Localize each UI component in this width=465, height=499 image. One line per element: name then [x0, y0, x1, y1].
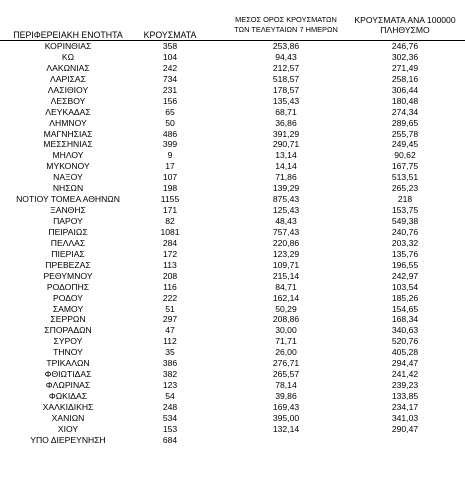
region-cell: ΧΑΝΙΩΝ	[51, 412, 85, 423]
avg7-cell: 757,43	[272, 226, 300, 237]
per100k-cell: 240,76	[391, 226, 419, 237]
avg7-cell: 139,29	[272, 183, 300, 194]
per100k-cell: 405,28	[391, 347, 419, 358]
header-per-100k	[340, 15, 465, 35]
cases-cell: 54	[165, 391, 175, 401]
table-row	[0, 161, 465, 172]
table-row	[0, 96, 465, 107]
table-row	[0, 74, 465, 85]
region-cell: ΥΠΟ ΔΙΕΡΕΥΝΗΣΗ	[30, 434, 106, 445]
avg7-cell: 125,43	[272, 205, 300, 216]
region-cell: ΣΥΡΟΥ	[53, 336, 83, 347]
cases-cell: 284	[162, 237, 178, 248]
region-cell: ΣΑΜΟΥ	[52, 303, 84, 314]
region-cell: ΤΗΝΟΥ	[53, 347, 83, 358]
avg7-cell: 71,71	[275, 336, 297, 347]
region-cell: ΠΕΛΛΑΣ	[50, 237, 86, 248]
cases-cell: 107	[162, 172, 178, 183]
table-row	[0, 63, 465, 74]
avg7-cell: 518,57	[272, 73, 300, 84]
region-cell: ΜΥΚΟΝΟΥ	[46, 161, 90, 172]
per100k-cell: 218	[397, 194, 413, 205]
header-avg-7-days	[220, 15, 352, 35]
table-row	[0, 304, 465, 315]
table-body	[0, 41, 465, 446]
avg7-cell: 84,71	[275, 281, 297, 292]
cases-cell: 297	[162, 314, 178, 325]
cases-cell: 172	[162, 248, 178, 259]
table-row	[0, 391, 465, 402]
per100k-cell: 153,75	[391, 205, 419, 216]
table-row	[0, 216, 465, 227]
avg7-cell: 30,00	[275, 325, 297, 336]
region-cell: ΡΟΔΟΥ	[53, 292, 83, 303]
avg7-cell: 212,57	[272, 62, 300, 73]
cases-cell: 486	[162, 128, 178, 139]
cases-cell: 386	[162, 358, 178, 369]
region-cell: ΡΕΘΥΜΝΟΥ	[43, 270, 93, 281]
table-row	[0, 336, 465, 347]
header-avg-line-1: ΜΕΣΟΣ ΟΡΟΣ ΚΡΟΥΣΜΑΤΩΝ	[235, 15, 337, 24]
per100k-cell: 167,75	[391, 161, 419, 172]
cases-cell: 534	[162, 412, 178, 423]
avg7-cell: 875,43	[272, 194, 300, 205]
header-per100k-line-2: ΠΛΗΘΥΣΜΟ	[380, 25, 430, 35]
per100k-cell: 271,49	[391, 62, 419, 73]
cases-cell: 82	[165, 216, 175, 226]
region-cell: ΝΗΣΩΝ	[52, 183, 84, 194]
region-cell: ΛΑΚΩΝΙΑΣ	[46, 62, 90, 73]
table-row	[0, 249, 465, 260]
header-cases: ΚΡΟΥΣΜΑΤΑ	[143, 30, 197, 40]
avg7-cell: 253,86	[272, 41, 300, 51]
per100k-cell: 203,32	[391, 237, 419, 248]
avg7-cell: 94,43	[275, 51, 297, 62]
region-cell: ΝΑΞΟΥ	[53, 172, 83, 183]
table-row	[0, 107, 465, 118]
cases-cell: 1081	[160, 226, 180, 237]
per100k-cell: 289,65	[391, 117, 419, 128]
per100k-cell: 234,17	[391, 401, 419, 412]
cases-cell: 50	[165, 117, 175, 128]
avg7-cell: 109,71	[272, 259, 300, 270]
cases-cell: 116	[163, 281, 177, 292]
table-row	[0, 347, 465, 358]
per100k-cell: 340,63	[391, 325, 419, 336]
table-row	[0, 325, 465, 336]
region-cell: ΦΛΩΡΙΝΑΣ	[45, 380, 91, 391]
per100k-cell: 242,97	[391, 270, 419, 281]
cases-cell: 47	[165, 325, 175, 336]
per100k-cell: 241,42	[391, 369, 419, 380]
table-row	[0, 271, 465, 282]
region-cell: ΝΟΤΙΟΥ ΤΟΜΕΑ ΑΘΗΝΩΝ	[16, 194, 120, 205]
per100k-cell: 133,85	[391, 391, 419, 401]
cases-cell: 113	[163, 259, 177, 270]
per100k-cell: 341,03	[391, 412, 419, 423]
per100k-cell: 103,54	[391, 281, 419, 292]
table-row	[0, 293, 465, 304]
cases-cell: 156	[162, 95, 178, 106]
avg7-cell: 50,29	[275, 303, 297, 314]
table-row	[0, 129, 465, 140]
table-row	[0, 139, 465, 150]
avg7-cell: 276,71	[272, 358, 300, 369]
per100k-cell: 255,78	[391, 128, 419, 139]
region-cell: ΛΕΥΚΑΔΑΣ	[45, 106, 91, 117]
per100k-cell: 180,48	[391, 95, 419, 106]
table-row	[0, 260, 465, 271]
region-cell: ΛΑΡΙΣΑΣ	[50, 73, 86, 84]
table-row	[0, 85, 465, 96]
table-row	[0, 41, 465, 52]
per100k-cell: 135,76	[391, 248, 419, 259]
avg7-cell: 162,14	[272, 292, 300, 303]
region-cell: ΧΑΛΚΙΔΙΚΗΣ	[42, 401, 94, 412]
header-avg-line-2: ΤΩΝ ΤΕΛΕΥΤΑΙΩΝ 7 ΗΜΕΡΩΝ	[234, 25, 338, 34]
region-cell: ΜΕΣΣΗΝΙΑΣ	[43, 139, 93, 150]
avg7-cell: 220,86	[272, 237, 300, 248]
cases-cell: 734	[162, 73, 178, 84]
avg7-cell: 123,29	[272, 248, 300, 259]
per100k-cell: 520,76	[391, 336, 419, 347]
table-row	[0, 369, 465, 380]
per100k-cell: 249,45	[391, 139, 419, 150]
avg7-cell: 215,14	[272, 270, 300, 281]
region-cell: ΡΟΔΟΠΗΣ	[46, 281, 90, 292]
cases-cell: 231	[162, 84, 178, 95]
region-cell: ΞΑΝΘΗΣ	[50, 205, 86, 216]
cases-cell: 242	[162, 62, 178, 73]
per100k-cell: 265,23	[391, 183, 419, 194]
cases-cell: 51	[165, 303, 175, 314]
table-row	[0, 238, 465, 249]
cases-cell: 17	[165, 161, 175, 172]
per100k-cell: 290,47	[391, 423, 419, 434]
avg7-cell: 132,14	[272, 423, 300, 434]
region-cell: ΛΕΣΒΟΥ	[50, 95, 86, 106]
table-row	[0, 413, 465, 424]
region-cell: ΧΙΟΥ	[57, 423, 79, 434]
region-cell: ΜΗΛΟΥ	[52, 150, 84, 161]
avg7-cell: 36,86	[275, 117, 297, 128]
per100k-cell: 294,47	[391, 358, 419, 369]
cases-cell: 399	[162, 139, 178, 150]
cases-cell: 684	[162, 434, 178, 445]
region-cell: ΛΗΜΝΟΥ	[49, 117, 87, 128]
avg7-cell: 265,57	[272, 369, 300, 380]
cases-cell: 208	[162, 270, 178, 281]
region-cell: ΚΟΡΙΝΘΙΑΣ	[44, 41, 92, 51]
avg7-cell: 178,57	[272, 84, 300, 95]
cases-cell: 153	[162, 423, 178, 434]
per100k-cell: 246,76	[391, 41, 419, 51]
region-cell: ΜΑΓΝΗΣΙΑΣ	[43, 128, 93, 139]
region-cell: ΠΙΕΡΙΑΣ	[51, 248, 85, 259]
per100k-cell: 154,65	[391, 303, 419, 314]
table-row	[0, 424, 465, 435]
table-row	[0, 118, 465, 129]
cases-cell: 35	[165, 347, 175, 358]
avg7-cell: 78,14	[275, 380, 297, 391]
table-row	[0, 402, 465, 413]
table-row	[0, 380, 465, 391]
per100k-cell: 306,44	[391, 84, 419, 95]
per100k-cell: 302,36	[391, 51, 419, 62]
per100k-cell: 185,26	[391, 292, 419, 303]
avg7-cell: 290,71	[272, 139, 300, 150]
header-per100k-line-1: ΚΡΟΥΣΜΑΤΑ ΑΝΑ 100000	[354, 15, 456, 25]
avg7-cell: 395,00	[272, 412, 300, 423]
table-row	[0, 227, 465, 238]
cases-cell: 112	[163, 336, 177, 347]
avg7-cell: 169,43	[272, 401, 300, 412]
per100k-cell: 196,55	[391, 259, 419, 270]
avg7-cell: 48,43	[275, 216, 297, 226]
table-row	[0, 205, 465, 216]
avg7-cell: 26,00	[275, 347, 297, 358]
table-row	[0, 435, 465, 446]
per100k-cell: 274,34	[391, 106, 419, 117]
cases-cell: 382	[162, 369, 178, 380]
avg7-cell: 135,43	[272, 95, 300, 106]
table-row	[0, 282, 465, 293]
cases-cell: 222	[162, 292, 178, 303]
table-row	[0, 150, 465, 161]
avg7-cell: 14,14	[275, 161, 297, 172]
region-cell: ΦΩΚΙΔΑΣ	[48, 391, 88, 401]
cases-cell: 198	[162, 183, 178, 194]
region-cell: ΠΕΙΡΑΙΩΣ	[48, 226, 88, 237]
cases-cell: 1155	[160, 194, 180, 205]
table-row	[0, 183, 465, 194]
region-cell: ΦΘΙΩΤΙΔΑΣ	[44, 369, 92, 380]
cases-cell: 65	[165, 106, 175, 117]
region-cell: ΤΡΙΚΑΛΩΝ	[46, 358, 90, 369]
region-cell: ΛΑΣΙΘΙΟΥ	[47, 84, 89, 95]
avg7-cell: 71,86	[275, 172, 297, 183]
region-cell: ΠΡΕΒΕΖΑΣ	[45, 259, 91, 270]
avg7-cell: 68,71	[275, 106, 297, 117]
per100k-cell: 549,38	[391, 216, 419, 226]
cases-cell: 123	[162, 380, 178, 391]
avg7-cell: 208,86	[272, 314, 300, 325]
region-cell: ΣΕΡΡΩΝ	[50, 314, 86, 325]
avg7-cell: 13,14	[275, 150, 297, 161]
cases-cell: 171	[162, 205, 178, 216]
per100k-cell: 258,16	[391, 73, 419, 84]
table-row	[0, 52, 465, 63]
per100k-cell: 90,62	[394, 150, 416, 161]
region-cell: ΠΑΡΟΥ	[53, 216, 83, 226]
region-cell: ΚΩ	[61, 51, 75, 62]
avg7-cell: 39,86	[275, 391, 297, 401]
cases-cell: 104	[162, 51, 178, 62]
table-row	[0, 314, 465, 325]
per100k-cell: 513,51	[391, 172, 419, 183]
per100k-cell: 168,34	[391, 314, 419, 325]
cases-cell: 248	[162, 401, 178, 412]
cases-cell: 9	[167, 150, 173, 161]
per100k-cell: 239,23	[391, 380, 419, 391]
table-row	[0, 194, 465, 205]
table-row	[0, 172, 465, 183]
avg7-cell: 391,29	[272, 128, 300, 139]
header-region: ΠΕΡΙΦΕΡΕΙΑΚΗ ΕΝΟΤΗΤΑ	[13, 30, 123, 40]
cases-cell: 358	[162, 41, 178, 51]
region-cell: ΣΠΟΡΑΔΩΝ	[44, 325, 92, 336]
table-row	[0, 358, 465, 369]
